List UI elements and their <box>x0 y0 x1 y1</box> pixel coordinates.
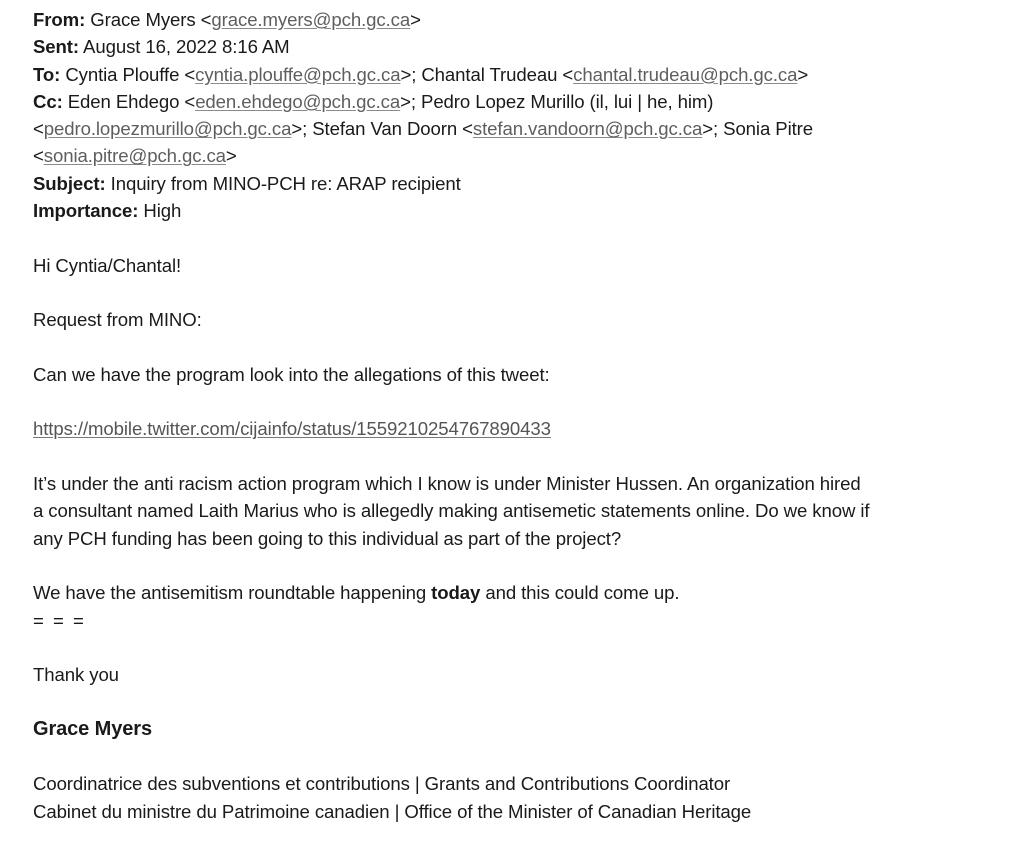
question-text: Can we have the program look into the allegations of this tweet: <box>33 363 550 385</box>
signature-name: Grace Myers <box>33 717 152 740</box>
to-recipient-email-link[interactable]: chantal.trudeau@pch.gc.ca <box>573 63 798 85</box>
cc-line-1: Cc: Eden Ehdego <eden.ehdego@pch.gc.ca>; Pedro Lopez Murillo (il, lui | he, him) <box>33 90 714 112</box>
subject-line <box>33 170 1008 197</box>
importance-line <box>33 197 1008 224</box>
roundtable-emphasis: today <box>431 582 481 604</box>
to-recipient-name: Cyntia Plouffe <box>65 63 180 85</box>
signature-title: Coordinatrice des subventions et contributions | Grants and Contributions Coordinator <box>33 773 731 795</box>
spacer <box>33 334 1008 361</box>
cc-recipient-name: Stefan Van Doorn <box>312 118 458 140</box>
to-recipient-name: Chantal Trudeau <box>421 63 558 85</box>
sent-value: August 16, 2022 8:16 AM <box>83 36 290 58</box>
cc-label: Cc: <box>33 90 63 112</box>
sent-label: Sent: <box>33 36 79 58</box>
details-paragraph-line-1: It’s under the anti racism action program which I know is under Minister Hussen. An organization hired <box>33 473 861 495</box>
from-line: From: Grace Myers <grace.myers@pch.gc.ca> <box>33 9 421 30</box>
tweet-link[interactable]: https://mobile.twitter.com/cijainfo/status/1559210254767890433 <box>33 418 551 440</box>
details-paragraph-line-3: any PCH funding has been going to this individual as part of the project? <box>33 527 622 549</box>
spacer <box>33 279 1008 306</box>
roundtable-sentence <box>33 579 1008 606</box>
spacer <box>33 224 1008 251</box>
cc-recipient-name: Pedro Lopez Murillo (il, lui | he, him) <box>421 90 714 112</box>
roundtable-text-before: We have the antisemitism roundtable happening <box>33 582 432 604</box>
cc-recipient-email-link[interactable]: stefan.vandoorn@pch.gc.ca <box>472 118 703 140</box>
to-recipient-email-link[interactable]: cyntia.plouffe@pch.gc.ca <box>195 63 401 85</box>
spacer <box>33 388 1008 415</box>
cc-recipient-name: Eden Ehdego <box>67 90 180 112</box>
greeting: Hi Cyntia/Chantal! <box>33 254 182 276</box>
spacer <box>33 443 1008 470</box>
details-paragraph-line-2: a consultant named Laith Marius who is allegedly making antisemetic statements online. Do we know if <box>33 500 870 522</box>
importance-value: High <box>143 200 182 222</box>
subject-value: Inquiry from MINO-PCH re: ARAP recipient <box>110 172 461 194</box>
signature-office: Cabinet du ministre du Patrimoine canadien | Office of the Minister of Canadian Heritage <box>33 800 752 822</box>
cc-recipient-email-link[interactable]: eden.ehdego@pch.gc.ca <box>195 90 401 112</box>
spacer <box>33 634 1008 661</box>
from-email-link[interactable]: grace.myers@pch.gc.ca <box>211 9 411 30</box>
cc-line-3: <sonia.pitre@pch.gc.ca> <box>33 145 237 167</box>
request-intro: Request from MINO: <box>33 309 202 331</box>
to-line: To: Cyntia Plouffe <cyntia.plouffe@pch.gc.ca>; Chantal Trudeau <chantal.trudeau@pch.gc.ca> <box>33 63 809 85</box>
closing-thanks: Thank you <box>33 664 119 686</box>
sent-line <box>33 33 1008 60</box>
spacer <box>33 743 1008 770</box>
separator: = = = <box>33 609 86 631</box>
roundtable-text-after: and this could come up. <box>480 582 680 604</box>
cc-recipient-email-link[interactable]: pedro.lopezmurillo@pch.gc.ca <box>43 118 292 140</box>
subject-label: Subject: <box>33 172 106 194</box>
from-name: Grace Myers <box>90 9 196 30</box>
from-label: From: <box>33 9 86 30</box>
spacer <box>33 688 1008 715</box>
cc-recipient-name: Sonia Pitre <box>723 118 813 140</box>
cc-recipient-email-link[interactable]: sonia.pitre@pch.gc.ca <box>43 145 226 167</box>
spacer <box>33 552 1008 579</box>
to-label: To: <box>33 63 61 85</box>
cc-line-2: <pedro.lopezmurillo@pch.gc.ca>; Stefan Van Doorn <stefan.vandoorn@pch.gc.ca>; Sonia Pitre <box>33 118 813 140</box>
email-document <box>33 6 1008 825</box>
importance-label: Importance: <box>33 200 139 222</box>
